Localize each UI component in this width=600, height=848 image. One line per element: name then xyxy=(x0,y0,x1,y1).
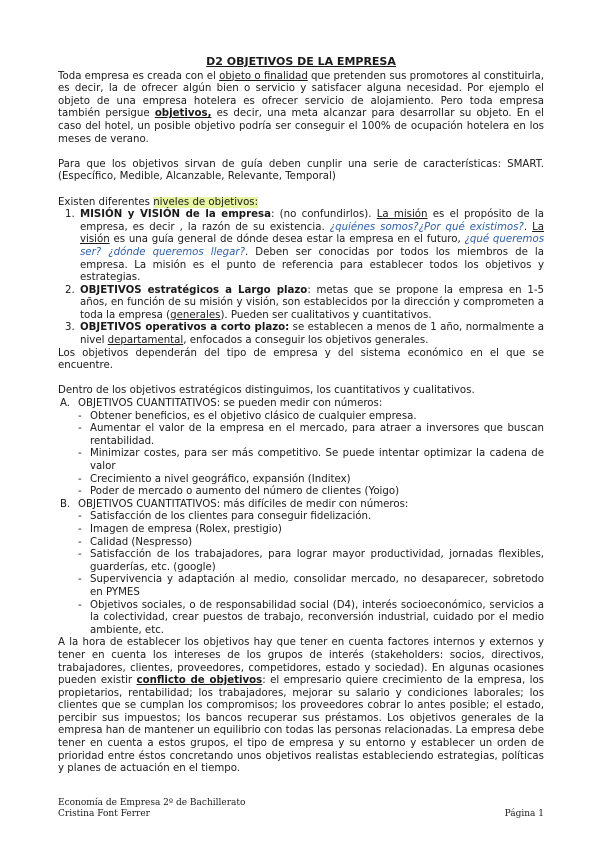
type-b-marker: B. xyxy=(60,498,71,510)
level-item-text: es el propósito de la empresa, es decir , la razón de su existencia. xyxy=(80,209,545,233)
level-item-text: , enfocados a conseguir los objetivos generales. xyxy=(183,335,429,347)
level-item-text: se establecen a menos de 1 año, normalmente a nivel xyxy=(80,322,545,347)
list-item: - Crecimiento a nivel geográfico, expansión (Inditex) xyxy=(58,474,544,487)
level-item-underline: La visión xyxy=(80,221,544,246)
type-a xyxy=(58,398,544,411)
intro-bold: objetivos, xyxy=(154,108,212,120)
intro-paragraph xyxy=(58,71,544,147)
smart-paragraph: Para que los objetivos sirvan de guía deben cunplir una serie de características: SMART. (Específico, Medible, Alcanzable, Relevante, Temporal) xyxy=(58,158,544,183)
level-item-text: . xyxy=(523,221,533,233)
level-item-underline: departamental xyxy=(107,335,184,347)
list-item: - Aumentar el valor de la empresa en el mercado, para atraer a inversores que buscan rentabilidad. xyxy=(58,423,544,448)
level-item-question: ¿quiénes somos?¿Por qué existimos? xyxy=(329,221,524,233)
level-item-title: OBJETIVOS operativos a corto plazo: xyxy=(80,322,290,334)
list-item: - Supervivencia y adaptación al medio, consolidar mercado, no desaparecer, sobretodo en PYMES xyxy=(58,574,544,599)
type-a-title: OBJETIVOS CUANTITATIVOS: se pueden medir con números: xyxy=(78,398,383,410)
closing-paragraph xyxy=(58,637,544,776)
closing-text-2: : el empresario quiere crecimiento de la empresa, los propietarios, rentabilidad; los trabajadores, mejorar su salario y condiciones laborales; los clientes que se cumplan los compromisos; los proveedores cobrar lo antes posible; el estado, percibir sus impuestos; los bancos recuperar sus préstamos. Los objetivos generales de la empresa han de mantener un equilibrio con todas las personas relacionadas. La empresa debe tener en cuenta a estos grupos, el tipo de empresa y su entorno y establecer un orden de prioridad entre éstos concretando unos objetivos realistas estableciendo estrategias, políticas y planes de actuación en el tiempo. xyxy=(58,675,544,775)
level-item-title: MISIÓN y VISIÓN de la empresa xyxy=(80,209,271,221)
type-b xyxy=(58,499,544,512)
level-item-text: : (no confundirlos). xyxy=(270,209,377,221)
page-title: D2 OBJETIVOS DE LA EMPRESA xyxy=(206,55,396,68)
closing-text: A la hora de establecer los objetivos hay que tener en cuenta factores internos y externos y tener en cuenta los intereses de los grupos de interés (stakeholders: socios, directivos, trabajadores, clientes, proveedores, competidores, estado y sociedad). En algunas ocasiones pueden existir xyxy=(58,637,544,687)
type-a-items xyxy=(58,411,544,499)
types-list-b xyxy=(58,499,544,512)
level-item-corto-plazo xyxy=(78,322,544,347)
types-list xyxy=(58,398,544,411)
list-item: - Imagen de empresa (Rolex, prestigio) xyxy=(58,524,544,537)
levels-list xyxy=(58,209,544,348)
level-item-question: ¿qué queremos ser? ¿dónde queremos llegar? xyxy=(80,234,545,258)
type-a-marker: A. xyxy=(60,398,71,410)
level-item-text: ). Pueden ser cualitativos y cuantitativos. xyxy=(220,309,432,321)
type-b-items xyxy=(58,511,544,637)
footer-author: Cristina Font Ferrer xyxy=(58,809,150,819)
level-item-largo-plazo xyxy=(78,285,544,323)
list-item: - Obtener beneficios, es el objetivo clásico de cualquier empresa. xyxy=(58,411,544,424)
intro-text-3: es decir, una meta alcanzar para desarrollar su objeto. En el caso del hotel, un posible objetivo podría ser conseguir el 100% de ocupación hotelera en los meses de verano. xyxy=(58,108,544,145)
closing-bold: conflicto de objetivos xyxy=(136,675,263,687)
intro-text-2: que pretenden sus promotores al constituirla, es decir, la de ofrecer algún bien o servicio y satisfacer alguna necesidad. Por ejemplo el objeto de una empresa hotelera es ofrecer servicio de alojamiento. Pero toda empresa también persigue xyxy=(58,70,544,120)
level-item-mision xyxy=(78,209,544,285)
levels-lead-highlight: niveles de objetivos: xyxy=(153,196,259,208)
level-item-underline: La misión xyxy=(376,209,428,221)
level-item-text: : metas que se propone la empresa en 1-5 años, en función de su misión y visión, son establecidos por la dirección y comprometen a toda la empresa ( xyxy=(80,284,545,321)
levels-lead-text: Existen diferentes xyxy=(58,196,154,208)
type-b-title: OBJETIVOS CUANTITATIVOS: más difíciles de medir con números: xyxy=(78,498,409,510)
list-item: - Minimizar costes, para ser más competitivo. Se puede intentar optimizar la cadena de valor xyxy=(58,448,544,473)
level-item-underline: generales xyxy=(170,309,221,321)
document-body xyxy=(58,56,544,776)
level-item-text: es una guía general de dónde desea estar la empresa en el futuro, xyxy=(109,234,465,246)
level-item-title: OBJETIVOS estratégicos a Largo plazo xyxy=(80,284,308,296)
intro-underline: objeto o finalidad xyxy=(219,70,308,82)
list-item: - Poder de mercado o aumento del número de clientes (Yoigo) xyxy=(58,486,544,499)
footer-author-line xyxy=(58,809,544,820)
list-item: - Satisfacción de los clientes para conseguir fidelización. xyxy=(58,511,544,524)
level-item-text: . Deben ser conocidas por todos los miembros de la empresa. La misión es el punto de referencia para establecer todos los objetivos y estrategias. xyxy=(80,246,544,284)
footer-page-number: Página 1 xyxy=(504,809,544,819)
levels-lead xyxy=(58,197,544,210)
list-item: - Satisfacción de los trabajadores, para lograr mayor productividad, jornadas flexibles, guarderías, etc. (google) xyxy=(58,549,544,574)
intro-text: Toda empresa es creada con el xyxy=(58,70,220,82)
footer-course: Economía de Empresa 2º de Bachillerato xyxy=(58,798,246,808)
types-lead: Dentro de los objetivos estratégicos distinguimos, los cuantitativos y cualitativos. xyxy=(58,385,475,397)
list-item: - Calidad (Nespresso) xyxy=(58,537,544,550)
levels-after: Los objetivos dependerán del tipo de empresa y del sistema económico en el que se encuentre. xyxy=(58,347,544,372)
list-item: - Objetivos sociales, o de responsabilidad social (D4), interés socioeconómico, servicios a la colectividad, crear puestos de trabajo, reconversión industrial, cuidado por el medio ambiente, etc. xyxy=(58,600,544,638)
